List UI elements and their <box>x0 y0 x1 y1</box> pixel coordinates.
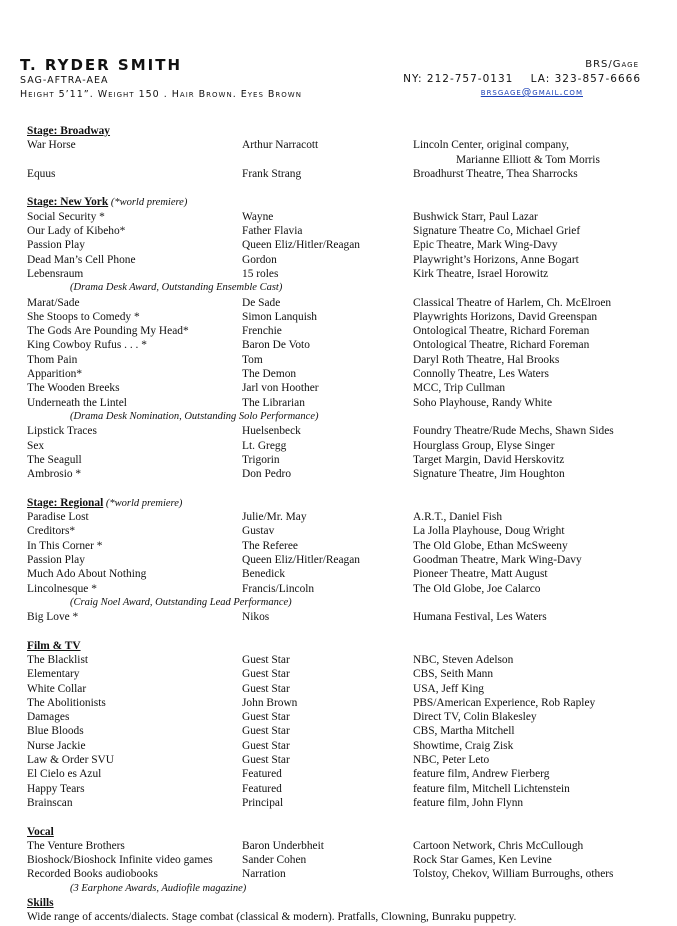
section-film-tv <box>27 639 657 811</box>
credit-title: Lincolnesque * <box>27 582 97 595</box>
credit-role: Lt. Gregg <box>242 439 287 452</box>
credit-venue: La Jolla Playhouse, Doug Wright <box>413 525 565 538</box>
credit-row <box>27 753 657 767</box>
credit-role: Frank Strang <box>242 167 302 180</box>
section-broadway <box>27 124 657 181</box>
credit-role: Principal <box>242 796 284 809</box>
credit-row <box>27 724 657 738</box>
credit-title: Passion Play <box>27 239 85 252</box>
credit-venue: PBS/American Experience, Rob Rapley <box>413 696 596 709</box>
credit-row <box>27 424 657 438</box>
credit-venue: Kirk Theatre, Israel Horowitz <box>413 267 549 280</box>
credit-venue: Connolly Theatre, Les Waters <box>413 368 549 381</box>
credit-venue: Soho Playhouse, Randy White <box>413 396 553 409</box>
credit-venue: A.R.T., Daniel Fish <box>413 511 503 524</box>
award-note: (Drama Desk Nomination, Outstanding Solo Performance) <box>70 410 319 422</box>
credit-role: Arthur Narracott <box>242 139 319 152</box>
credit-title: Blue Bloods <box>27 725 84 738</box>
credit-row <box>27 338 657 352</box>
credit-title: Bioshock/Bioshock Infinite video games <box>27 854 213 867</box>
resume-body <box>27 124 657 925</box>
credit-row <box>27 553 657 567</box>
credit-row <box>27 567 657 581</box>
credit-title: In This Corner * <box>27 539 103 552</box>
agency-name: BRS/Gage <box>585 59 639 70</box>
credit-role: Narration <box>242 868 286 881</box>
credit-title: Creditors* <box>27 525 76 538</box>
credit-title: Apparition* <box>27 368 83 381</box>
credit-row <box>27 324 657 338</box>
credit-title: The Abolitionists <box>27 696 106 709</box>
credit-title: Marat/Sade <box>27 296 80 309</box>
credit-role: The Librarian <box>242 396 305 409</box>
credit-venue: Pioneer Theatre, Matt August <box>413 568 548 581</box>
credit-row <box>27 667 657 681</box>
credit-row <box>27 367 657 381</box>
section-heading <box>27 825 657 839</box>
credit-row <box>27 524 657 538</box>
credit-role: Queen Eliz/Hitler/Reagan <box>242 239 360 252</box>
credit-role: The Referee <box>242 539 298 552</box>
agency-email-link[interactable]: brsgage@gmail.com <box>480 87 583 98</box>
section-heading <box>27 639 657 653</box>
credit-role: 15 roles <box>242 267 279 280</box>
credit-row <box>27 381 657 395</box>
credit-row <box>27 267 657 281</box>
section-heading <box>27 195 657 209</box>
credit-venue: Playwright’s Horizons, Anne Bogart <box>413 253 579 266</box>
section-new-york <box>27 195 657 481</box>
credit-row <box>27 138 657 152</box>
credit-role: Featured <box>242 768 282 781</box>
credit-row <box>27 767 657 781</box>
credit-title: Dead Man’s Cell Phone <box>27 253 136 266</box>
section-heading <box>27 896 657 910</box>
credit-row <box>27 539 657 553</box>
credit-row <box>27 782 657 796</box>
credit-venue: Rock Star Games, Ken Levine <box>413 854 552 867</box>
credit-row <box>27 696 657 710</box>
credit-row <box>27 467 657 481</box>
section-skills <box>27 896 657 925</box>
credit-role: The Demon <box>242 368 297 381</box>
credit-title: Social Security * <box>27 210 105 223</box>
credit-venue: MCC, Trip Cullman <box>413 382 506 395</box>
credit-title: The Wooden Breeks <box>27 382 120 395</box>
credit-venue: Foundry Theatre/Rude Mechs, Shawn Sides <box>413 425 614 438</box>
credit-venue: Goodman Theatre, Mark Wing-Davy <box>413 553 582 566</box>
credit-title: The Seagull <box>27 453 82 466</box>
credit-role: Wayne <box>242 210 274 223</box>
credit-title: Ambrosio * <box>27 468 82 481</box>
section-title: Stage: Broadway <box>27 125 111 137</box>
credit-title: Damages <box>27 711 70 724</box>
credit-venue: Broadhurst Theatre, Thea Sharrocks <box>413 167 578 180</box>
credit-role: Baron De Voto <box>242 339 310 352</box>
section-title: Vocal <box>27 825 54 838</box>
credit-venue: Daryl Roth Theatre, Hal Brooks <box>413 353 560 366</box>
section-heading <box>27 496 657 510</box>
physical-stats: Height 5’11”. Weight 150 . Hair Brown. Eyes Brown <box>20 89 302 100</box>
award-note: (3 Earphone Awards, Audiofile magazine) <box>70 882 247 894</box>
credit-row <box>27 453 657 467</box>
credit-title: Law & Order SVU <box>27 754 114 767</box>
credit-role: Guest Star <box>242 754 290 767</box>
credit-venue: Playwrights Horizons, David Greenspan <box>413 310 598 323</box>
credit-row <box>27 353 657 367</box>
credit-role: Tom <box>242 353 263 366</box>
credit-title: Our Lady of Kibeho* <box>27 225 126 238</box>
credit-venue: Showtime, Craig Zisk <box>413 739 514 752</box>
credit-role: Guest Star <box>242 682 290 695</box>
credit-title: Thom Pain <box>27 353 78 366</box>
credit-row <box>27 610 657 624</box>
credit-role: Guest Star <box>242 725 290 738</box>
credit-venue: Epic Theatre, Mark Wing-Davy <box>413 239 558 252</box>
credit-row <box>27 739 657 753</box>
credit-role: Julie/Mr. May <box>242 511 307 524</box>
credit-row <box>27 296 657 310</box>
award-note: (Craig Noel Award, Outstanding Lead Performance) <box>70 596 292 608</box>
credit-row <box>27 396 657 410</box>
credit-row <box>27 253 657 267</box>
credit-row <box>27 310 657 324</box>
credit-role: Baron Underbheit <box>242 839 324 852</box>
credit-row <box>27 867 657 881</box>
credit-role: Frenchie <box>242 325 282 338</box>
credit-venue: NBC, Peter Leto <box>413 754 490 767</box>
credit-title: The Gods Are Pounding My Head* <box>27 325 189 338</box>
credit-venue: CBS, Seith Mann <box>413 668 494 681</box>
credit-title: War Horse <box>27 139 76 152</box>
credit-venue: The Old Globe, Joe Calarco <box>413 582 541 595</box>
actor-name: T. RYDER SMITH <box>20 56 183 74</box>
credit-title: King Cowboy Rufus . . . * <box>27 339 147 352</box>
credit-role: Sander Cohen <box>242 854 307 867</box>
section-regional <box>27 496 657 625</box>
credit-title: Lipstick Traces <box>27 425 97 438</box>
credit-venue: Humana Festival, Les Waters <box>413 611 547 624</box>
credit-row <box>27 210 657 224</box>
credit-row <box>27 710 657 724</box>
credit-venue: Cartoon Network, Chris McCullough <box>413 839 584 852</box>
credit-role: Featured <box>242 782 282 795</box>
credit-title: Sex <box>27 439 45 452</box>
credit-row <box>27 167 657 181</box>
credit-venue: NBC, Steven Adelson <box>413 653 514 666</box>
credit-venue: The Old Globe, Ethan McSweeny <box>413 539 568 552</box>
credit-title: El Cielo es Azul <box>27 768 102 781</box>
credit-title: Nurse Jackie <box>27 739 86 752</box>
credit-title: Happy Tears <box>27 782 85 795</box>
credit-role: Guest Star <box>242 739 290 752</box>
credit-title: Big Love * <box>27 611 79 624</box>
credit-role: Huelsenbeck <box>242 425 301 438</box>
credit-row <box>27 224 657 238</box>
credit-venue: Signature Theatre, Jim Houghton <box>413 468 565 481</box>
credit-row <box>27 439 657 453</box>
credit-venue: feature film, Mitchell Lichtenstein <box>413 782 570 795</box>
credit-title: Equus <box>27 167 56 180</box>
credit-title: Paradise Lost <box>27 511 89 524</box>
credit-row <box>27 238 657 252</box>
credit-title: Brainscan <box>27 796 73 809</box>
credit-role: Guest Star <box>242 653 290 666</box>
credit-title: The Venture Brothers <box>27 839 125 852</box>
credit-role: Guest Star <box>242 668 290 681</box>
credit-venue: CBS, Martha Mitchell <box>413 725 515 738</box>
credit-role: Jarl von Hoother <box>242 382 319 395</box>
credit-title: Recorded Books audiobooks <box>27 868 158 881</box>
section-title: Stage: New York <box>27 196 109 209</box>
credit-role: Father Flavia <box>242 225 303 238</box>
credit-title: Lebensraum <box>27 267 84 280</box>
credit-venue: Direct TV, Colin Blakesley <box>413 711 537 724</box>
section-heading <box>27 124 657 138</box>
credit-venue: USA, Jeff King <box>413 682 484 695</box>
credit-title: She Stoops to Comedy * <box>27 310 140 323</box>
credit-role: Trigorin <box>242 453 280 466</box>
credit-venue: Bushwick Starr, Paul Lazar <box>413 210 538 223</box>
section-vocal <box>27 825 657 896</box>
credit-role: Simon Lanquish <box>242 310 317 323</box>
credit-title: Much Ado About Nothing <box>27 568 147 581</box>
credit-row <box>27 796 657 810</box>
credit-venue-continued: Marianne Elliott & Tom Morris <box>456 153 600 166</box>
credit-role: Benedick <box>242 568 286 581</box>
section-note: (*world premiere) <box>103 497 183 509</box>
section-title: Stage: Regional <box>27 496 104 509</box>
credit-role: Queen Eliz/Hitler/Reagan <box>242 553 360 566</box>
credit-role: Gordon <box>242 253 277 266</box>
credit-role: Francis/Lincoln <box>242 582 315 595</box>
credit-venue: Ontological Theatre, Richard Foreman <box>413 325 590 338</box>
credit-venue: Lincoln Center, original company, <box>413 139 570 152</box>
credit-venue: Hourglass Group, Elyse Singer <box>413 439 555 452</box>
credit-venue: feature film, Andrew Fierberg <box>413 768 550 781</box>
credit-role: Guest Star <box>242 711 290 724</box>
credit-row <box>27 853 657 867</box>
section-title: Film & TV <box>27 639 81 652</box>
credit-row <box>27 582 657 596</box>
credit-venue: Tolstoy, Chekov, William Burroughs, others <box>413 868 614 881</box>
credit-title: The Blacklist <box>27 653 89 666</box>
credit-role: Gustav <box>242 525 275 538</box>
credit-venue: Signature Theatre Co, Michael Grief <box>413 225 581 238</box>
credit-row <box>27 653 657 667</box>
credit-role: John Brown <box>242 696 298 709</box>
credit-venue: Ontological Theatre, Richard Foreman <box>413 339 590 352</box>
credit-row <box>27 839 657 853</box>
agency-phones: NY: 212-757-0131 LA: 323-857-6666 <box>403 73 641 85</box>
section-note: (*world premiere) <box>108 197 188 209</box>
credit-title: White Collar <box>27 682 87 695</box>
award-note: (Drama Desk Award, Outstanding Ensemble Cast) <box>70 282 283 294</box>
credit-venue: Target Margin, David Herskovitz <box>413 453 565 466</box>
credit-title: Underneath the Lintel <box>27 396 127 409</box>
credit-row <box>27 682 657 696</box>
credit-title: Passion Play <box>27 553 85 566</box>
credit-role: Don Pedro <box>242 468 292 481</box>
credit-venue: Classical Theatre of Harlem, Ch. McElroen <box>413 296 612 309</box>
credit-row <box>27 510 657 524</box>
skills-text: Wide range of accents/dialects. Stage combat (classical & modern). Pratfalls, Clowning, Bunraku puppetry. <box>27 911 517 924</box>
credit-venue: feature film, John Flynn <box>413 796 524 809</box>
credit-title: Elementary <box>27 668 80 681</box>
credit-role: Nikos <box>242 611 270 624</box>
union-affiliations: SAG-AFTRA-AEA <box>20 75 109 86</box>
credit-role: De Sade <box>242 296 281 309</box>
section-title: Skills <box>27 897 54 910</box>
